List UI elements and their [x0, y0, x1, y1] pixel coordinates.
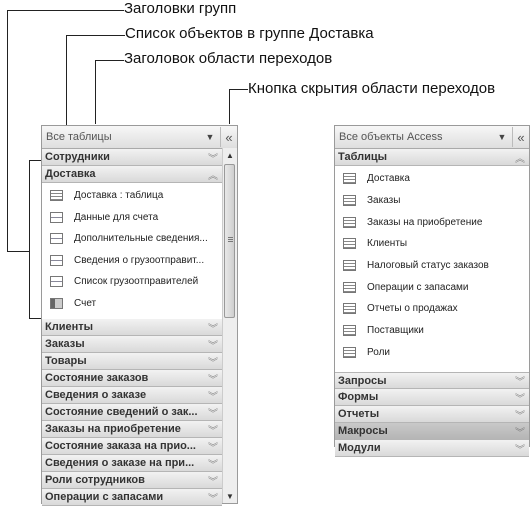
scroll-up-icon[interactable]: ▲: [226, 150, 234, 160]
leader-line: [229, 89, 230, 124]
expand-chevron-icon: ︾: [208, 357, 218, 369]
expand-chevron-icon: ︾: [208, 493, 218, 505]
list-item[interactable]: [42, 250, 222, 272]
group-label: Состояние заказов: [45, 372, 149, 384]
group-header[interactable]: [42, 370, 222, 387]
expand-chevron-icon: ︾: [208, 323, 218, 335]
expand-chevron-icon: ︾: [515, 410, 525, 422]
group-label: Сотрудники: [45, 151, 110, 163]
callout-object-list: Список объектов в группе Доставка: [125, 25, 374, 42]
group-header[interactable]: [42, 353, 222, 370]
group-header[interactable]: [42, 336, 222, 353]
group-label: Роли сотрудников: [45, 474, 145, 486]
expand-chevron-icon: ︾: [208, 408, 218, 420]
group-label: Товары: [45, 355, 87, 367]
callout-pane-header: Заголовок области переходов: [124, 50, 333, 67]
table-icon: [343, 238, 356, 249]
expand-chevron-icon: ︾: [515, 444, 525, 456]
item-label: Сведения о грузоотправит...: [74, 254, 205, 266]
expand-chevron-icon: ︾: [515, 377, 525, 389]
list-item[interactable]: [335, 320, 529, 342]
list-item[interactable]: [42, 271, 222, 293]
expand-chevron-icon: ︾: [208, 459, 218, 471]
leader-line: [7, 10, 8, 252]
callout-hide-button: Кнопка скрытия области переходов: [248, 80, 496, 97]
expand-chevron-icon: ︾: [208, 340, 218, 352]
table-icon: [343, 260, 356, 271]
group-label: Таблицы: [338, 151, 387, 163]
group-label: Клиенты: [45, 321, 94, 333]
pane-header[interactable]: [335, 126, 529, 149]
group-header[interactable]: [42, 455, 222, 472]
item-label: Роли: [367, 346, 390, 358]
group-label: Сведения о заказе: [45, 389, 147, 401]
group-header-forms[interactable]: [335, 389, 529, 406]
pane-title[interactable]: Все таблицы: [46, 131, 112, 143]
group-header-employees[interactable]: [42, 149, 222, 166]
scroll-down-icon[interactable]: ▼: [226, 491, 234, 501]
table-icon: [343, 282, 356, 293]
table-icon: [343, 325, 356, 336]
list-item[interactable]: [335, 233, 529, 255]
vertical-scrollbar[interactable]: [222, 148, 237, 503]
list-item[interactable]: [335, 190, 529, 212]
leader-line: [66, 35, 125, 36]
report-icon: [50, 298, 63, 309]
group-label: Отчеты: [338, 408, 380, 421]
group-label: Заказы: [45, 338, 85, 350]
group-header-modules[interactable]: [335, 440, 529, 457]
list-item[interactable]: [42, 207, 222, 229]
expand-chevron-icon: ︾: [515, 393, 525, 405]
leader-line: [7, 251, 29, 252]
item-label: Список грузоотправителей: [74, 276, 199, 288]
navigation-pane-left: [41, 125, 238, 504]
leader-line: [95, 60, 96, 124]
list-item[interactable]: [42, 228, 222, 250]
table-icon: [343, 217, 356, 228]
scrollbar-thumb[interactable]: [224, 164, 235, 318]
group-label: Состояние заказа на прио...: [45, 440, 196, 452]
leader-line: [95, 60, 124, 61]
list-item[interactable]: [42, 293, 222, 315]
expand-chevron-icon: ︾: [515, 427, 525, 439]
expand-chevron-icon: ︾: [208, 391, 218, 403]
group-label: Операции с запасами: [45, 491, 164, 503]
leader-line: [29, 318, 41, 319]
expand-chevron-icon: ︾: [208, 425, 218, 437]
leader-line: [7, 10, 124, 11]
group-header-delivery[interactable]: [42, 166, 222, 183]
group-header-reports[interactable]: [335, 406, 529, 423]
table-icon: [343, 347, 356, 358]
list-item[interactable]: [335, 298, 529, 320]
expand-chevron-icon: ︾: [208, 476, 218, 488]
group-header[interactable]: [42, 438, 222, 455]
group-label: Макросы: [338, 425, 388, 438]
group-header[interactable]: [42, 387, 222, 404]
expand-chevron-icon: ︾: [208, 374, 218, 386]
form-icon: [50, 233, 63, 244]
list-item[interactable]: [335, 255, 529, 277]
group-header[interactable]: [42, 319, 222, 336]
leader-line: [29, 160, 41, 161]
expand-chevron-icon: ︾: [208, 153, 218, 165]
form-icon: [50, 276, 63, 287]
item-label: Операции с запасами: [367, 281, 469, 293]
navigation-pane-right: [334, 125, 530, 456]
item-label: Счет: [74, 297, 97, 309]
group-label: Сведения о заказе на при...: [45, 457, 195, 469]
leader-line: [29, 160, 30, 319]
pane-title[interactable]: Все объекты Access: [339, 131, 443, 143]
form-icon: [50, 212, 63, 223]
group-header-queries[interactable]: [335, 372, 529, 389]
group-label: Заказы на приобретение: [45, 423, 181, 435]
form-icon: [50, 255, 63, 266]
group-label: Запросы: [338, 374, 387, 387]
group-header-macros[interactable]: [335, 423, 529, 440]
list-item[interactable]: [335, 342, 529, 364]
group-label: Формы: [338, 391, 379, 404]
list-item[interactable]: [42, 185, 222, 207]
collapse-chevron-icon: ︽: [208, 170, 218, 182]
pane-header[interactable]: [42, 126, 237, 149]
chevron-down-icon[interactable]: ▼: [497, 132, 507, 142]
group-header[interactable]: [42, 489, 222, 506]
item-label: Клиенты: [367, 238, 408, 250]
table-icon: [343, 195, 356, 206]
chevron-down-icon[interactable]: ▼: [205, 132, 215, 142]
list-item[interactable]: [335, 211, 529, 233]
list-item[interactable]: [335, 276, 529, 298]
table-icon: [50, 190, 63, 201]
callout-group-headers: Заголовки групп: [124, 0, 237, 17]
item-label: Дополнительные сведения...: [74, 233, 208, 245]
group-header[interactable]: [42, 421, 222, 438]
group-header[interactable]: [42, 404, 222, 421]
expand-chevron-icon: ︾: [208, 442, 218, 454]
double-chevron-left-icon[interactable]: «: [220, 127, 237, 147]
item-label: Отчеты о продажах: [367, 303, 458, 315]
group-label: Модули: [338, 442, 381, 455]
group-label: Доставка: [45, 168, 96, 180]
item-label: Заказы на приобретение: [367, 216, 483, 228]
group-header[interactable]: [42, 472, 222, 489]
leader-line: [229, 89, 248, 90]
table-icon: [343, 173, 356, 184]
group-header-tables[interactable]: [335, 149, 529, 166]
item-label: Заказы: [367, 195, 401, 207]
double-chevron-left-icon[interactable]: «: [512, 127, 529, 147]
item-label: Доставка : таблица: [74, 190, 164, 202]
group-label: Состояние сведений о зак...: [45, 406, 198, 418]
table-icon: [343, 303, 356, 314]
collapse-chevron-icon: ︽: [515, 153, 525, 165]
item-label: Налоговый статус заказов: [367, 260, 489, 272]
grip-icon: [228, 237, 233, 243]
item-label: Поставщики: [367, 325, 424, 337]
item-label: Доставка: [367, 173, 410, 185]
list-item[interactable]: [335, 168, 529, 190]
item-label: Данные для счета: [74, 211, 159, 223]
